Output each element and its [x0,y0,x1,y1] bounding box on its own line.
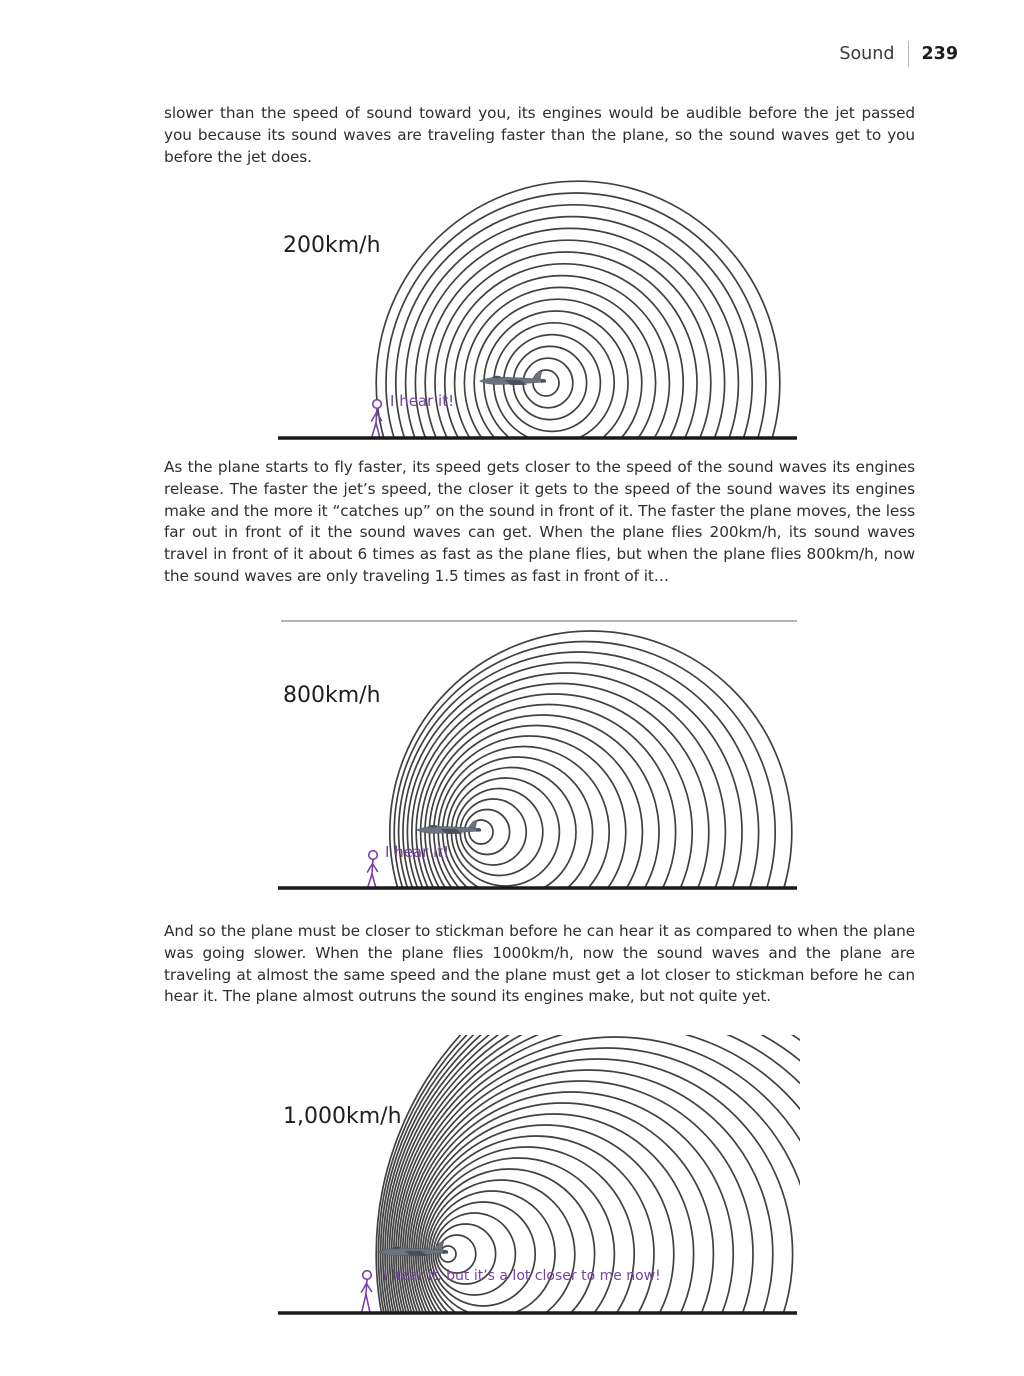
header-divider [908,41,909,67]
page-number: 239 [921,44,958,64]
speed-label: 800km/h [283,683,381,708]
speed-label: 200km/h [283,233,381,258]
paragraph-1: slower than the speed of sound toward you, its engines would be audible before the jet passed you because its sound waves are traveling faster than the plane, so the sound waves get to you before the jet does. [164,104,915,166]
sound-wave-circles [390,631,792,892]
figure-200kmh [278,175,800,454]
stickman-icon [362,1271,372,1313]
page-header [839,41,958,67]
speed-label: 1,000km/h [283,1104,402,1129]
speech-text: I hear it! [390,392,455,410]
stickman-icon [372,400,382,438]
speech-text: I hear it! [385,843,450,861]
section-title: Sound [839,44,895,64]
paragraph-3: And so the plane must be closer to stickman before he can hear it as compared to when the plane was going slower. When the plane flies 1000km/h, now the sound waves and the plane are traveling at almost the same speed and the plane must get a lot closer to stickman before he can hear it. The plane almost outruns the sound its engines make, but not quite yet. [164,922,915,1006]
paragraph-2: As the plane starts to fly faster, its speed gets closer to the speed of the sound waves its engines release. The faster the jet’s speed, the closer it gets to the speed of the sound waves its engines make and the more it “catches up” on the sound in front of it. The faster the plane moves, the less far out in front of it the sound waves can get. When the plane flies 200km/h, its sound waves travel in front of it about 6 times as fast as the plane flies, but when the plane flies 800km/h, now the sound waves are only traveling 1.5 times as fast in front of it… [164,458,915,585]
speech-text: I hear it, but it’s a lot closer to me now! [383,1268,661,1284]
stickman-icon [368,851,378,888]
figure-800kmh [278,615,800,896]
figure-1000kmh [278,1035,800,1321]
